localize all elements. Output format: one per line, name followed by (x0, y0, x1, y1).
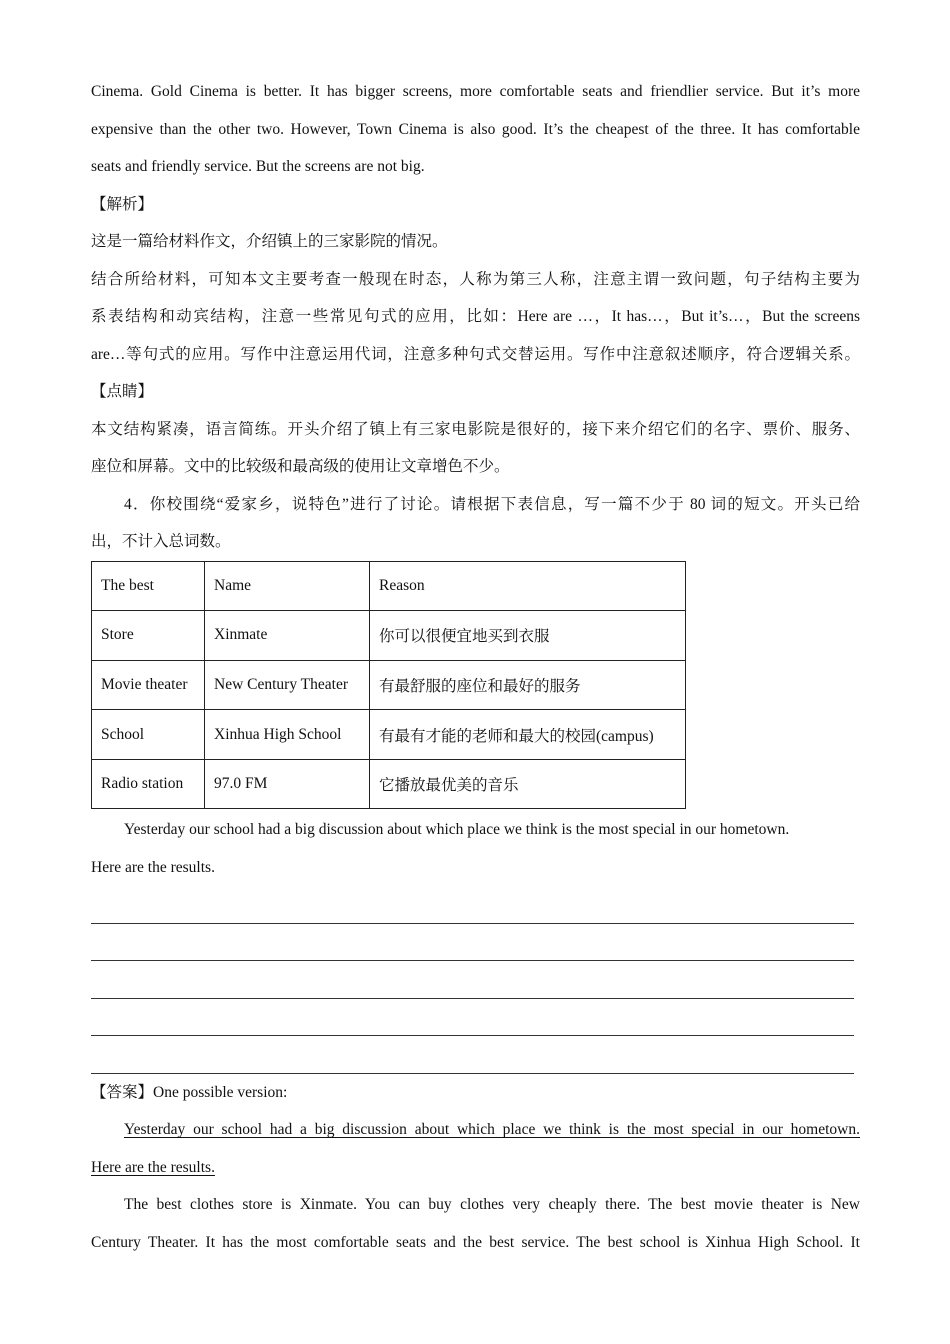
table-row (92, 611, 686, 661)
info-table (91, 561, 686, 810)
intro-line-3: seats and friendly service. But the screens are not big. (91, 158, 425, 175)
table-row (92, 660, 686, 710)
table-row (92, 710, 686, 760)
prompt-line-1: Yesterday our school had a big discussion about which place we think is the most special in our hometown. (124, 821, 790, 839)
table-cell: 有最有才能的老师和最大的校园(campus) (370, 710, 686, 760)
table-cell: Movie theater (92, 660, 205, 710)
writing-blank-line[interactable] (91, 1036, 854, 1074)
analysis-line-4: are…等句式的应用。写作中注意运用代词，注意多种句式交替运用。写作中注意叙述顺序，符合逻辑关系。 (91, 345, 860, 363)
table-cell: Radio station (92, 759, 205, 809)
intro-line-1: Cinema. Gold Cinema is better. It has bigger screens, more comfortable seats and friendlier service. But it’s more (91, 83, 860, 100)
table-header-cell: The best (92, 561, 205, 611)
table-cell: 它播放最优美的音乐 (370, 759, 686, 809)
table-cell: Xinmate (205, 611, 370, 661)
answer-heading-tail: One possible version: (153, 1083, 288, 1101)
answer-underlined-text: Yesterday our school had a big discussion about which place we think is the most special in our hometown. (124, 1121, 860, 1139)
answer-heading-line (91, 1074, 860, 1112)
writing-blank-line[interactable] (91, 999, 854, 1037)
answer-underlined-line-1 (91, 1111, 860, 1149)
highlight-heading: 【点睛】 (91, 383, 154, 400)
answer-body-line-2: Century Theater. It has the most comfortable seats and the best service. The best school is Xinhua High School. It (91, 1233, 860, 1251)
table-cell: 你可以很便宜地买到衣服 (370, 611, 686, 661)
answer-underlined-text: Here are the results. (91, 1158, 215, 1176)
analysis-heading: 【解析】 (91, 195, 154, 213)
highlight-line-1: 本文结构紧凑，语言简练。开头介绍了镇上有三家电影院是很好的，接下来介绍它们的名字、票价、服务、 (91, 420, 860, 438)
table-header-row (92, 561, 686, 611)
highlight-line-2: 座位和屏幕。文中的比较级和最高级的使用让文章增色不少。 (91, 458, 510, 475)
table-cell: Xinhua High School (205, 710, 370, 760)
table-header-cell: Reason (370, 561, 686, 611)
analysis-line-1: 这是一篇给材料作文，介绍镇上的三家影院的情况。 (91, 233, 448, 250)
writing-blank-line[interactable] (91, 924, 854, 962)
table-header-cell: Name (205, 561, 370, 611)
prompt-line-2: Here are the results. (91, 858, 215, 876)
table-cell: Store (92, 611, 205, 661)
table-cell: 97.0 FM (205, 759, 370, 809)
analysis-line-3: 系表结构和动宾结构，注意一些常见句式的应用，比如：Here are …，It has…，But it’s…，But the screens (91, 308, 860, 325)
writing-blank-line[interactable] (91, 886, 854, 924)
analysis-line-2: 结合所给材料，可知本文主要考查一般现在时态，人称为第三人称，注意主谓一致问题，句子结构主要为 (91, 270, 860, 288)
table-cell: School (92, 710, 205, 760)
document-page (91, 73, 860, 1261)
table-row (92, 759, 686, 809)
table-cell: New Century Theater (205, 660, 370, 710)
table-cell: 有最舒服的座位和最好的服务 (370, 660, 686, 710)
answer-underlined-line-2 (91, 1149, 860, 1187)
question-line-2: 出，不计入总词数。 (91, 533, 231, 550)
question-line-1: 4．你校围绕“爱家乡，说特色”进行了讨论。请根据下表信息，写一篇不少于 80 词的短文。开头已给 (124, 495, 860, 513)
answer-heading: 【答案】 (91, 1083, 154, 1101)
intro-line-2: expensive than the other two. However, Town Cinema is also good. It’s the cheapest of the three. It has comfortable (91, 120, 860, 138)
answer-body-line-1: The best clothes store is Xinmate. You can buy clothes very cheaply there. The best movie theater is New (124, 1196, 860, 1214)
writing-blank-line[interactable] (91, 961, 854, 999)
